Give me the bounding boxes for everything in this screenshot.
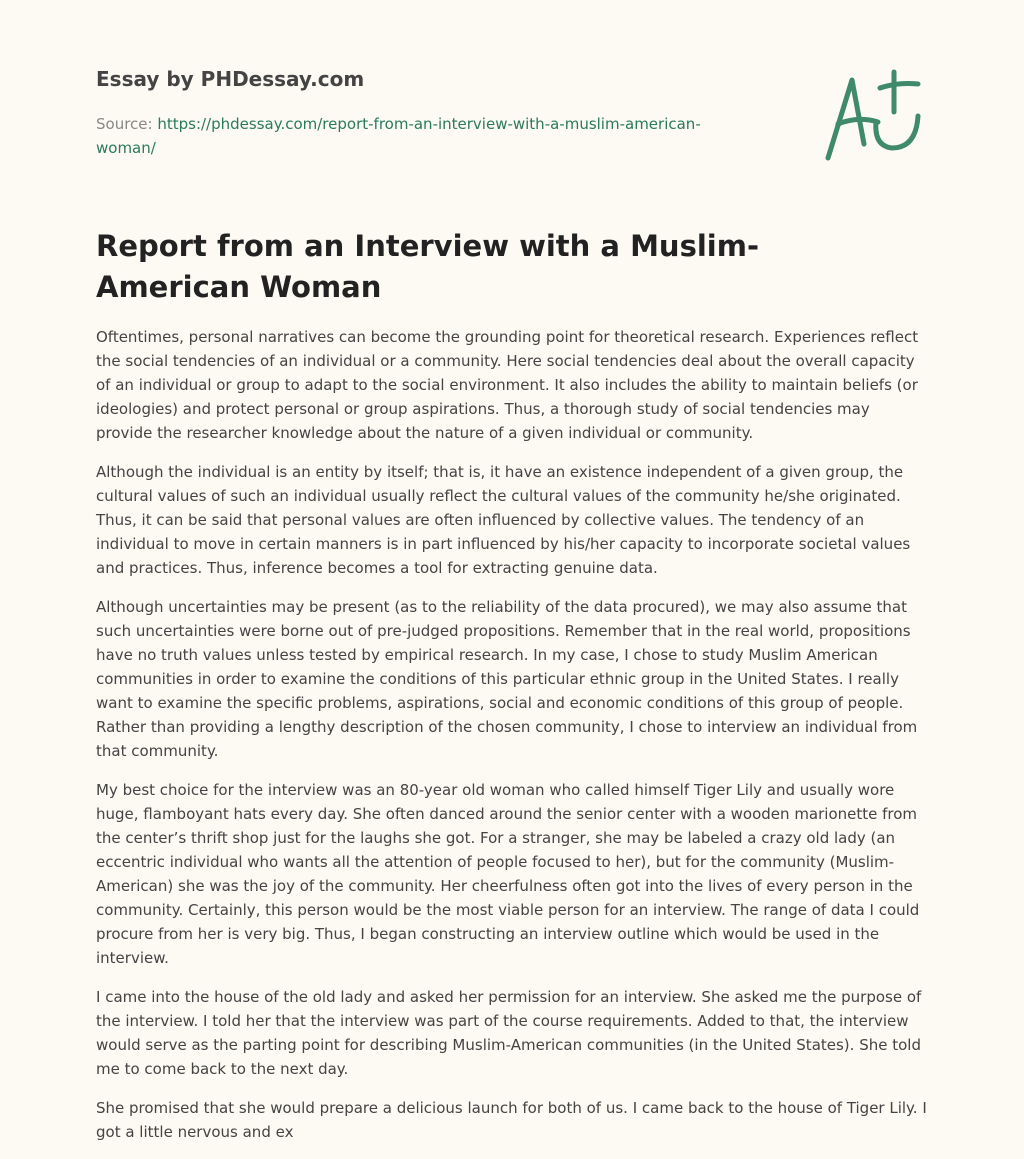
source-line <box>96 112 716 160</box>
paragraph-1: Oftentimes, personal narratives can become the grounding point for theoretical research. Experiences reflect the social tendencies of an individual or a community. Here social tendencies deal about the overall capacity of an individual or group to adapt to the social environment. It also includes the ability to maintain beliefs (or ideologies) and protect personal or group aspirations. Thus, a thorough study of social tendencies may provide the researcher knowledge about the nature of a given individual or community. <box>96 328 919 442</box>
site-brand: Essay by PHDessay.com <box>96 67 365 91</box>
paragraph-5: I came into the house of the old lady and asked her permission for an interview. She asked me the purpose of the interview. I told her that the interview was part of the course requirements. Added to that, the interview would serve as the parting point for describing Muslim-American communities (in the United States). She told me to come back to the next day. <box>96 988 922 1078</box>
article-title: Report from an Interview with a Muslim-American Woman <box>96 229 759 304</box>
paragraph-6: She promised that she would prepare a delicious launch for both of us. I came back to the house of Tiger Lily. I got a little nervous and ex <box>96 1099 927 1141</box>
source-label: Source: <box>96 115 158 133</box>
source-link[interactable]: https://phdessay.com/report-from-an-interview-with-a-muslim-american-woman/ <box>96 115 701 157</box>
paragraph-2: Although the individual is an entity by itself; that is, it have an existence independent of a given group, the cultural values of such an individual usually reflect the cultural values of the community he/she originated. Thus, it can be said that personal values are often influenced by collective values. The tendency of an individual to move in certain manners is in part influenced by his/her capacity to incorporate societal values and practices. Thus, inference becomes a tool for extracting genuine data. <box>96 463 911 577</box>
paragraph-3: Although uncertainties may be present (as to the reliability of the data procured), we may also assume that such uncertainties were borne out of pre-judged propositions. Remember that in the real world, propositions have no truth values unless tested by empirical research. In my case, I chose to study Muslim American communities in order to examine the conditions of this particular ethnic group in the United States. I really want to examine the specific problems, aspirations, social and economic conditions of this group of people. Rather than providing a lengthy description of the chosen community, I chose to interview an individual from that community. <box>96 598 918 760</box>
paragraph-4: My best choice for the interview was an 80-year old woman who called himself Tiger Lily and usually wore huge, flamboyant hats every day. She often danced around the senior center with a wooden marionette from the center’s thrift shop just for the laughs she got. For a stranger, she may be labeled a crazy old lady (an eccentric individual who wants all the attention of people focused to her), but for the community (Muslim-American) she was the joy of the community. Her cheerfulness often got into the lives of every person in the community. Certainly, this person would be the most viable person for an interview. The range of data I could procure from her is very big. Thus, I began constructing an interview outline which would be used in the interview. <box>96 781 920 967</box>
article-body <box>96 325 930 1159</box>
a-plus-logo-icon <box>818 66 930 166</box>
